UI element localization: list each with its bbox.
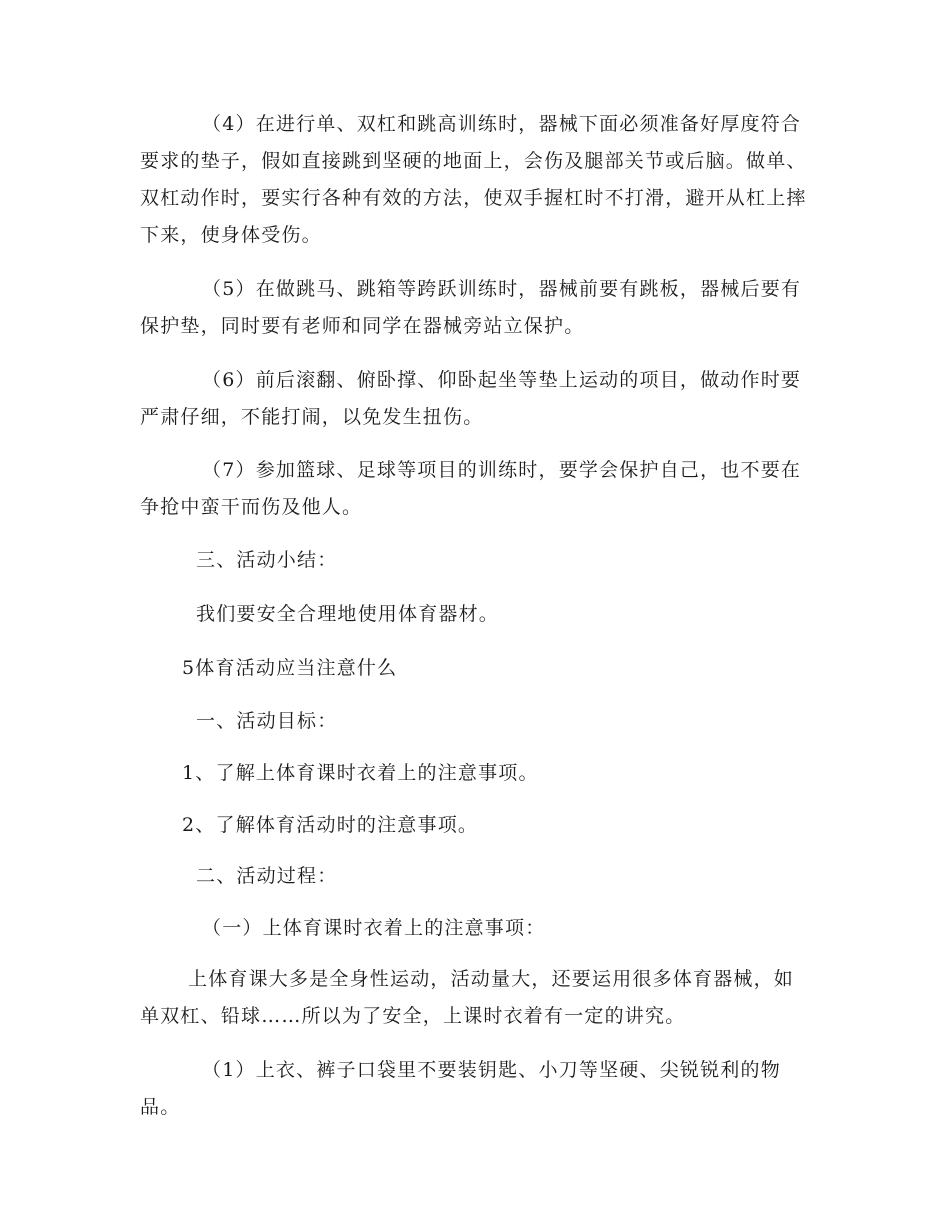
section-heading-summary: 三、活动小结： — [196, 549, 338, 571]
paragraph-clothing-intro: 上体育课大多是全身性运动，活动量大，还要运用很多体育器械，如单双杠、铅球……所以为了安全，上课时衣着有一定的讲究。 — [140, 968, 795, 1027]
paragraph-ball-games: （7）参加篮球、足球等项目的训练时，要学会保护自己，也不要在争抢中蛮干而伤及他人。 — [140, 459, 802, 518]
paragraph-mat-exercises: （6）前后滚翻、俯卧撑、仰卧起坐等垫上运动的项目，做动作时要严肃仔细，不能打闹，以免发生扭伤。 — [140, 369, 802, 428]
paragraph-vaulting: （5）在做跳马、跳箱等跨跃训练时，器械前要有跳板，器械后要有保护垫，同时要有老师和同学在器械旁站立保护。 — [140, 278, 802, 337]
goal-item-1: 1、了解上体育课时衣着上的注意事项。 — [182, 762, 539, 784]
paragraph-pockets: （1）上衣、裤子口袋里不要装钥匙、小刀等坚硬、尖锐锐利的物品。 — [140, 1059, 781, 1118]
paragraph-equipment-bars: （4）在进行单、双杠和跳高训练时，器械下面必须准备好厚度符合要求的垫子，假如直接跳到坚硬的地面上，会伤及腿部关节或后脑。做单、双杠动作时，要实行各种有效的方法，使双手握杠时不打滑，避开从杠上摔下来，使身体受伤。 — [140, 113, 807, 246]
subsection-heading-clothing: （一）上体育课时衣着上的注意事项： — [202, 917, 546, 939]
section-heading-process: 二、活动过程： — [196, 865, 338, 887]
document-section-title: 5体育活动应当注意什么 — [182, 657, 398, 679]
section-heading-goals: 一、活动目标： — [196, 710, 338, 732]
paragraph-summary: 我们要安全合理地使用体育器材。 — [196, 603, 500, 625]
goal-item-2: 2、了解体育活动时的注意事项。 — [182, 814, 479, 836]
